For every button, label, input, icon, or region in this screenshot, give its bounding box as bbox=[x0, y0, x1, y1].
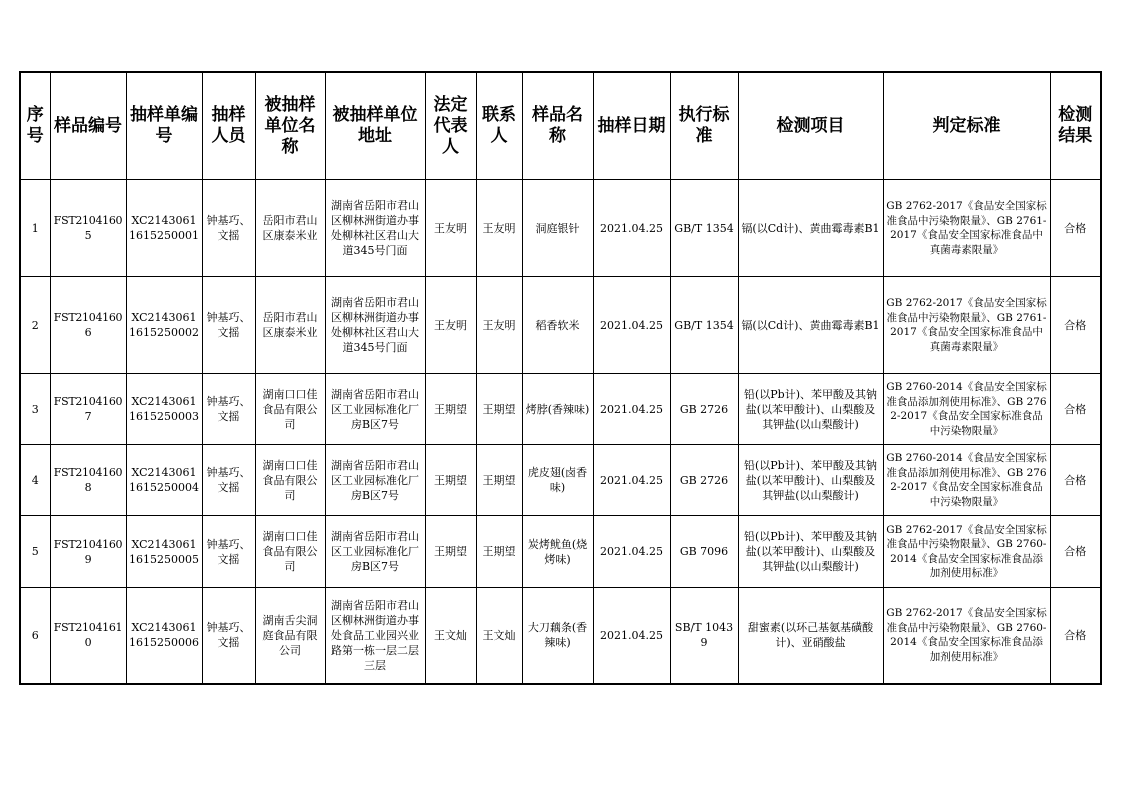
table-row bbox=[20, 277, 1101, 374]
header-cell-standard: 执行标准 bbox=[670, 72, 738, 180]
inspection-results-table-container bbox=[19, 71, 1102, 685]
cell-date: 2021.04.25 bbox=[593, 374, 670, 445]
cell-legal-rep: 王期望 bbox=[425, 374, 476, 445]
table-row bbox=[20, 445, 1101, 516]
cell-standard: GB/T 1354 bbox=[670, 180, 738, 277]
cell-samplers: 钟基巧、文摇 bbox=[202, 516, 255, 588]
cell-samplers: 钟基巧、文摇 bbox=[202, 588, 255, 684]
cell-sample-name: 洞庭银针 bbox=[522, 180, 593, 277]
cell-criteria: GB 2762-2017《食品安全国家标准食品中污染物限量》、GB 2760-2014《食品安全国家标准食品添加剂使用标准》 bbox=[883, 588, 1050, 684]
cell-samplers: 钟基巧、文摇 bbox=[202, 374, 255, 445]
cell-sampling-no: XC21430611615250006 bbox=[126, 588, 202, 684]
cell-unit-address: 湖南省岳阳市君山区柳林洲街道办事处食品工业园兴业路第一栋一层二层三层 bbox=[325, 588, 425, 684]
cell-unit-address: 湖南省岳阳市君山区柳林洲街道办事处柳林社区君山大道345号门面 bbox=[325, 180, 425, 277]
cell-criteria: GB 2762-2017《食品安全国家标准食品中污染物限量》、GB 2761-2017《食品安全国家标准食品中真菌毒素限量》 bbox=[883, 180, 1050, 277]
header-cell-no: 序号 bbox=[20, 72, 50, 180]
header-cell-legal-rep: 法定代表人 bbox=[425, 72, 476, 180]
cell-sample-id: FST21041608 bbox=[50, 445, 126, 516]
cell-no: 6 bbox=[20, 588, 50, 684]
cell-samplers: 钟基巧、文摇 bbox=[202, 445, 255, 516]
cell-result: 合格 bbox=[1050, 374, 1101, 445]
cell-criteria: GB 2760-2014《食品安全国家标准食品添加剂使用标准》、GB 2762-2017《食品安全国家标准食品中污染物限量》 bbox=[883, 374, 1050, 445]
cell-items: 甜蜜素(以环己基氨基磺酸计)、亚硝酸盐 bbox=[738, 588, 883, 684]
cell-unit-name: 岳阳市君山区康泰米业 bbox=[255, 277, 325, 374]
cell-sample-name: 虎皮翅(卤香味) bbox=[522, 445, 593, 516]
header-cell-sample-id: 样品编号 bbox=[50, 72, 126, 180]
cell-contact: 王期望 bbox=[476, 374, 522, 445]
header-cell-unit-address: 被抽样单位地址 bbox=[325, 72, 425, 180]
cell-sample-name: 烤脖(香辣味) bbox=[522, 374, 593, 445]
cell-sample-id: FST21041605 bbox=[50, 180, 126, 277]
cell-legal-rep: 王友明 bbox=[425, 277, 476, 374]
cell-legal-rep: 王期望 bbox=[425, 445, 476, 516]
cell-date: 2021.04.25 bbox=[593, 180, 670, 277]
cell-unit-address: 湖南省岳阳市君山区工业园标准化厂房B区7号 bbox=[325, 374, 425, 445]
cell-items: 镉(以Cd计)、黄曲霉毒素B1 bbox=[738, 180, 883, 277]
cell-legal-rep: 王文灿 bbox=[425, 588, 476, 684]
cell-no: 1 bbox=[20, 180, 50, 277]
cell-items: 铅(以Pb计)、苯甲酸及其钠盐(以苯甲酸计)、山梨酸及其钾盐(以山梨酸计) bbox=[738, 374, 883, 445]
cell-sample-name: 炭烤鱿鱼(烧烤味) bbox=[522, 516, 593, 588]
cell-sampling-no: XC21430611615250002 bbox=[126, 277, 202, 374]
cell-sampling-no: XC21430611615250004 bbox=[126, 445, 202, 516]
header-cell-items: 检测项目 bbox=[738, 72, 883, 180]
header-cell-date: 抽样日期 bbox=[593, 72, 670, 180]
cell-criteria: GB 2762-2017《食品安全国家标准食品中污染物限量》、GB 2761-2017《食品安全国家标准食品中真菌毒素限量》 bbox=[883, 277, 1050, 374]
cell-unit-name: 湖南口口佳食品有限公司 bbox=[255, 516, 325, 588]
cell-sample-id: FST21041610 bbox=[50, 588, 126, 684]
cell-standard: GB 2726 bbox=[670, 445, 738, 516]
cell-unit-address: 湖南省岳阳市君山区工业园标准化厂房B区7号 bbox=[325, 516, 425, 588]
cell-items: 镉(以Cd计)、黄曲霉毒素B1 bbox=[738, 277, 883, 374]
cell-contact: 王友明 bbox=[476, 277, 522, 374]
cell-no: 5 bbox=[20, 516, 50, 588]
cell-criteria: GB 2762-2017《食品安全国家标准食品中污染物限量》、GB 2760-2014《食品安全国家标准食品添加剂使用标准》 bbox=[883, 516, 1050, 588]
cell-no: 2 bbox=[20, 277, 50, 374]
cell-items: 铅(以Pb计)、苯甲酸及其钠盐(以苯甲酸计)、山梨酸及其钾盐(以山梨酸计) bbox=[738, 516, 883, 588]
cell-date: 2021.04.25 bbox=[593, 588, 670, 684]
header-cell-samplers: 抽样人员 bbox=[202, 72, 255, 180]
cell-sample-name: 稻香软米 bbox=[522, 277, 593, 374]
cell-unit-name: 岳阳市君山区康泰米业 bbox=[255, 180, 325, 277]
cell-date: 2021.04.25 bbox=[593, 277, 670, 374]
cell-standard: GB/T 1354 bbox=[670, 277, 738, 374]
cell-date: 2021.04.25 bbox=[593, 445, 670, 516]
inspection-results-table bbox=[19, 71, 1102, 685]
cell-standard: GB 7096 bbox=[670, 516, 738, 588]
cell-unit-name: 湖南口口佳食品有限公司 bbox=[255, 445, 325, 516]
cell-sampling-no: XC21430611615250005 bbox=[126, 516, 202, 588]
cell-result: 合格 bbox=[1050, 445, 1101, 516]
cell-unit-address: 湖南省岳阳市君山区柳林洲街道办事处柳林社区君山大道345号门面 bbox=[325, 277, 425, 374]
cell-no: 3 bbox=[20, 374, 50, 445]
cell-sample-id: FST21041606 bbox=[50, 277, 126, 374]
table-row bbox=[20, 180, 1101, 277]
cell-unit-name: 湖南口口佳食品有限公司 bbox=[255, 374, 325, 445]
cell-sampling-no: XC21430611615250001 bbox=[126, 180, 202, 277]
cell-sample-name: 大刀藕条(香辣味) bbox=[522, 588, 593, 684]
cell-contact: 王文灿 bbox=[476, 588, 522, 684]
header-cell-result: 检测结果 bbox=[1050, 72, 1101, 180]
table-row bbox=[20, 588, 1101, 684]
cell-contact: 王友明 bbox=[476, 180, 522, 277]
cell-result: 合格 bbox=[1050, 588, 1101, 684]
header-cell-unit-name: 被抽样单位名称 bbox=[255, 72, 325, 180]
cell-unit-address: 湖南省岳阳市君山区工业园标准化厂房B区7号 bbox=[325, 445, 425, 516]
cell-result: 合格 bbox=[1050, 277, 1101, 374]
header-cell-sampling-no: 抽样单编号 bbox=[126, 72, 202, 180]
cell-result: 合格 bbox=[1050, 516, 1101, 588]
cell-legal-rep: 王期望 bbox=[425, 516, 476, 588]
cell-result: 合格 bbox=[1050, 180, 1101, 277]
cell-samplers: 钟基巧、文摇 bbox=[202, 180, 255, 277]
cell-items: 铅(以Pb计)、苯甲酸及其钠盐(以苯甲酸计)、山梨酸及其钾盐(以山梨酸计) bbox=[738, 445, 883, 516]
header-cell-contact: 联系人 bbox=[476, 72, 522, 180]
header-cell-criteria: 判定标准 bbox=[883, 72, 1050, 180]
cell-standard: SB/T 10439 bbox=[670, 588, 738, 684]
cell-contact: 王期望 bbox=[476, 445, 522, 516]
table-row bbox=[20, 516, 1101, 588]
header-cell-sample-name: 样品名称 bbox=[522, 72, 593, 180]
cell-standard: GB 2726 bbox=[670, 374, 738, 445]
cell-sample-id: FST21041609 bbox=[50, 516, 126, 588]
cell-sampling-no: XC21430611615250003 bbox=[126, 374, 202, 445]
cell-legal-rep: 王友明 bbox=[425, 180, 476, 277]
cell-unit-name: 湖南舌尖洞庭食品有限公司 bbox=[255, 588, 325, 684]
cell-samplers: 钟基巧、文摇 bbox=[202, 277, 255, 374]
cell-no: 4 bbox=[20, 445, 50, 516]
table-row bbox=[20, 374, 1101, 445]
cell-contact: 王期望 bbox=[476, 516, 522, 588]
table-header-row bbox=[20, 72, 1101, 180]
cell-criteria: GB 2760-2014《食品安全国家标准食品添加剂使用标准》、GB 2762-2017《食品安全国家标准食品中污染物限量》 bbox=[883, 445, 1050, 516]
cell-date: 2021.04.25 bbox=[593, 516, 670, 588]
cell-sample-id: FST21041607 bbox=[50, 374, 126, 445]
